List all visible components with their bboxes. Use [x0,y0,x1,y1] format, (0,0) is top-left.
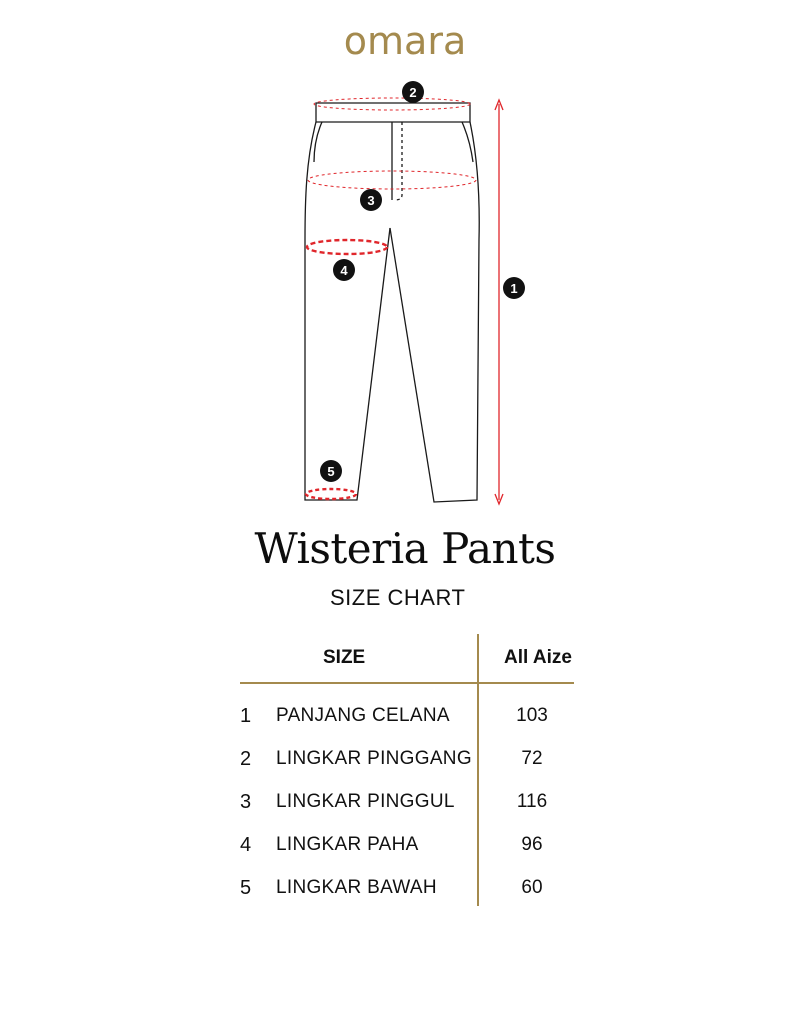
marker-3-label: 3 [367,193,375,208]
product-title: Wisteria Pants [254,524,556,573]
marker-4-label: 4 [340,263,348,278]
waist-measure [314,98,470,110]
brand-logo: omara [343,19,467,63]
row-label: PANJANG CELANA [276,705,450,726]
hem-measure [306,489,356,499]
marker-2-label: 2 [409,85,417,100]
row-label: LINGKAR PAHA [276,834,419,855]
row-number: 2 [240,748,252,770]
size-column-header: SIZE [323,647,366,668]
marker-4 [333,259,355,281]
row-number: 4 [240,834,252,856]
size-chart-subtitle: SIZE CHART [330,585,466,610]
measure-lines [306,98,503,504]
row-value: 72 [521,748,543,769]
table-column-divider [477,634,479,906]
marker-1 [503,277,525,299]
marker-5-label: 5 [327,464,335,479]
row-number: 5 [240,877,252,899]
marker-2 [402,81,424,103]
row-label: LINGKAR PINGGUL [276,791,455,812]
pants-outline [305,103,479,502]
row-value: 116 [516,791,548,812]
row-number: 1 [240,705,252,727]
row-label: LINGKAR BAWAH [276,877,437,898]
row-value: 96 [521,834,543,855]
row-number: 3 [240,791,252,813]
marker-3 [360,189,382,211]
marker-5 [320,460,342,482]
row-value: 60 [521,877,543,898]
row-value: 103 [516,705,548,726]
all-size-column-header: All Aize [504,647,572,668]
thigh-measure [307,240,387,254]
row-label: LINGKAR PINGGANG [276,748,472,769]
marker-1-label: 1 [510,281,518,296]
table-header-divider [240,682,574,684]
